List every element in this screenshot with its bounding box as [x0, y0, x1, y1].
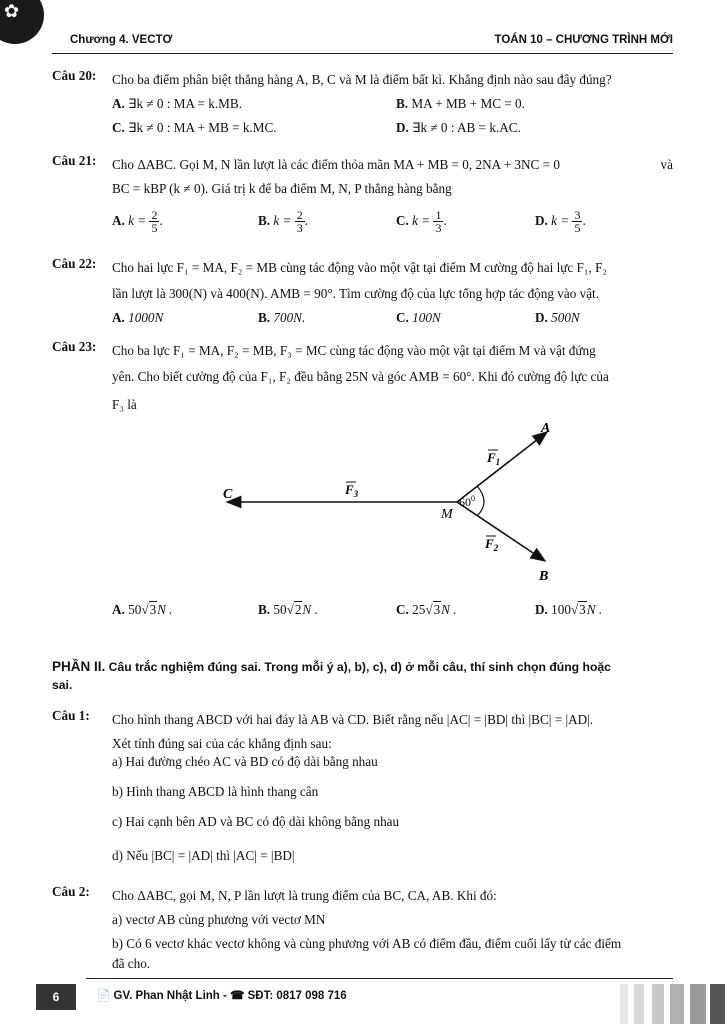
header-divider: [52, 53, 673, 54]
option-d: D. k = $\frac{3}{5}$ .: [535, 208, 586, 236]
angle-degree: 0: [471, 494, 475, 503]
part-2-heading: PHẦN II.: [52, 659, 106, 674]
question-23: [52, 339, 673, 417]
question-label: Câu 23:: [52, 339, 97, 354]
question-stem-line-1: Cho ΔABC. Gọi M, N lần lượt là các điểm thỏa mãn MA + MB = 0, 2NA + 3NC = 0 và: [112, 157, 673, 172]
question-23-options: [52, 598, 673, 622]
statement-a: a) Hai đường chéo AC và BD có độ dài bằng nhau: [112, 754, 378, 769]
f2-label: F: [485, 536, 494, 551]
svg-text:F3: [344, 482, 359, 499]
question-stem-line-3: F₃ là: [112, 397, 137, 412]
option-d: D. ∃k ≠ 0 : AB = k.AC.: [396, 120, 521, 135]
option-a: A. 50√3N .: [112, 602, 173, 617]
question-stem-line-2: lần lượt là 300(N) và 400(N). AMB = 90°. Tìm cường độ của lực tổng hợp tác động vào vật.: [112, 286, 600, 301]
chapter-title: Chương 4. VECTƠ: [70, 34, 173, 46]
question-label: Câu 2:: [52, 884, 90, 899]
option-c: C. ∃k ≠ 0 : MA + MB = k.MC.: [112, 120, 277, 135]
svg-text:F1: [486, 450, 500, 467]
option-b: B. 50√2N .: [258, 602, 318, 617]
option-c: C. 25√3N .: [396, 602, 457, 617]
svg-text:F2: [484, 536, 499, 553]
question-label: Câu 1:: [52, 708, 90, 723]
question-stem-line-1: Cho ba lực F₁ = MA, F₂ = MB, F₃ = MC cùng tác động vào một vật tại điểm M và vật đứng: [112, 343, 596, 358]
question-intro: Xét tính đúng sai của các khẳng định sau:: [112, 736, 332, 751]
statement-b: b) Hình thang ABCD là hình thang cân: [112, 784, 319, 799]
options-row-2: [112, 116, 673, 140]
option-d: D. 500N: [535, 310, 580, 325]
option-b: B. k = $\frac{2}{3}$ .: [258, 208, 309, 236]
question-22: [52, 256, 673, 330]
point-a-label: A: [541, 421, 551, 436]
question-21: [52, 153, 673, 239]
phone-icon: ☎: [230, 990, 245, 1002]
part-2-question-2: [52, 884, 673, 972]
question-label: Câu 20:: [52, 68, 97, 83]
logo-glyph-icon: ✿: [4, 1, 20, 21]
question-stem: Cho hình thang ABCD với hai đáy là AB và CD. Biết rằng nếu |AC| = |BD| thì |BC| = |AD|.: [112, 712, 594, 727]
footer-author: 📄 GV. Phan Nhật Linh - ☎ SĐT: 0817 098 716: [96, 990, 347, 1002]
part-2-title: [52, 658, 673, 694]
option-a: A. k = $\frac{2}{5}$ .: [112, 208, 163, 236]
f2-sub: 2: [493, 543, 499, 553]
svg-text:600: [459, 494, 475, 509]
option-b: B. 700N.: [258, 310, 306, 325]
option-c: C. k = $\frac{1}{3}$ .: [396, 208, 447, 236]
point-c-label: C: [223, 487, 233, 502]
question-stem-line-2: yên. Cho biết cường độ của F₁, F₂ đều bằng 25N và góc AMB = 60°. Khi đó cường độ lực của: [112, 369, 609, 384]
option-d: D. 100√3N .: [535, 602, 603, 617]
angle-label: 60: [459, 495, 471, 509]
f1-label: F: [487, 450, 496, 465]
question-stem-line-1: Cho hai lực F₁ = MA, F₂ = MB cùng tác động vào một vật tại điểm M cường độ hai lực F₁, F₂: [112, 260, 608, 275]
question-label: Câu 21:: [52, 153, 97, 168]
options-row-1: [112, 92, 673, 116]
question-20: [52, 68, 673, 140]
force-diagram: [215, 418, 575, 588]
author-name: GV. Phan Nhật Linh: [113, 990, 220, 1002]
part-2-instructions-line-2: sai.: [52, 678, 73, 692]
option-b: B. MA + MB + MC = 0.: [396, 96, 525, 111]
question-stem: Cho ba điểm phân biệt thẳng hàng A, B, C và M là điểm bất kì. Khẳng định nào sau đây đúng?: [112, 72, 612, 87]
brand-logo: [0, 0, 44, 44]
course-title: TOÁN 10 – CHƯƠNG TRÌNH MỚI: [494, 34, 673, 46]
point-m-label: M: [441, 507, 453, 522]
f3-label: F: [345, 482, 354, 497]
part-2-question-1: [52, 708, 673, 874]
statement-d: d) Nếu |BC| = |AD| thì |AC| = |BD|: [112, 848, 295, 863]
part-2-instructions: Câu trắc nghiệm đúng sai. Trong mỗi ý a), b), c), d) ở mỗi câu, thí sinh chọn đúng hoặc: [108, 660, 611, 674]
options-row: [112, 598, 673, 622]
statement-b-line-1: b) Có 6 vectơ khác vectơ không và cùng phương với AB có điểm đầu, điểm cuối lấy từ các điểm: [112, 936, 622, 951]
option-a: A. ∃k ≠ 0 : MA = k.MB.: [112, 96, 242, 111]
question-stem: Cho ΔABC, gọi M, N, P lần lượt là trung điểm của BC, CA, AB. Khi đó:: [112, 888, 497, 903]
point-b-label: B: [539, 569, 549, 584]
document-icon: 📄: [96, 990, 111, 1002]
question-label: Câu 22:: [52, 256, 97, 271]
page-number: 6: [36, 984, 76, 1010]
vector-f1-arrow: [457, 432, 547, 502]
option-c: C. 100N: [396, 310, 441, 325]
f1-sub: 1: [495, 457, 501, 467]
statement-c: c) Hai cạnh bên AD và BC có độ dài không bằng nhau: [112, 814, 400, 829]
footer-divider: [86, 978, 673, 979]
statement-a: a) vectơ AB cùng phương với vectơ MN: [112, 912, 326, 927]
options-row: [112, 306, 673, 330]
vector-f2-arrow: [457, 502, 545, 561]
f3-sub: 3: [353, 489, 359, 499]
statement-b-line-2: đã cho.: [112, 956, 151, 971]
angle-arc: [477, 486, 484, 516]
option-a: A. 1000N: [112, 310, 164, 325]
question-stem-line-2: BC = kBP (k ≠ 0). Giá trị k để ba điểm M, N, P thẳng hàng bằng: [112, 181, 452, 196]
options-row: [112, 205, 673, 239]
phone-number: SĐT: 0817 098 716: [247, 990, 347, 1002]
